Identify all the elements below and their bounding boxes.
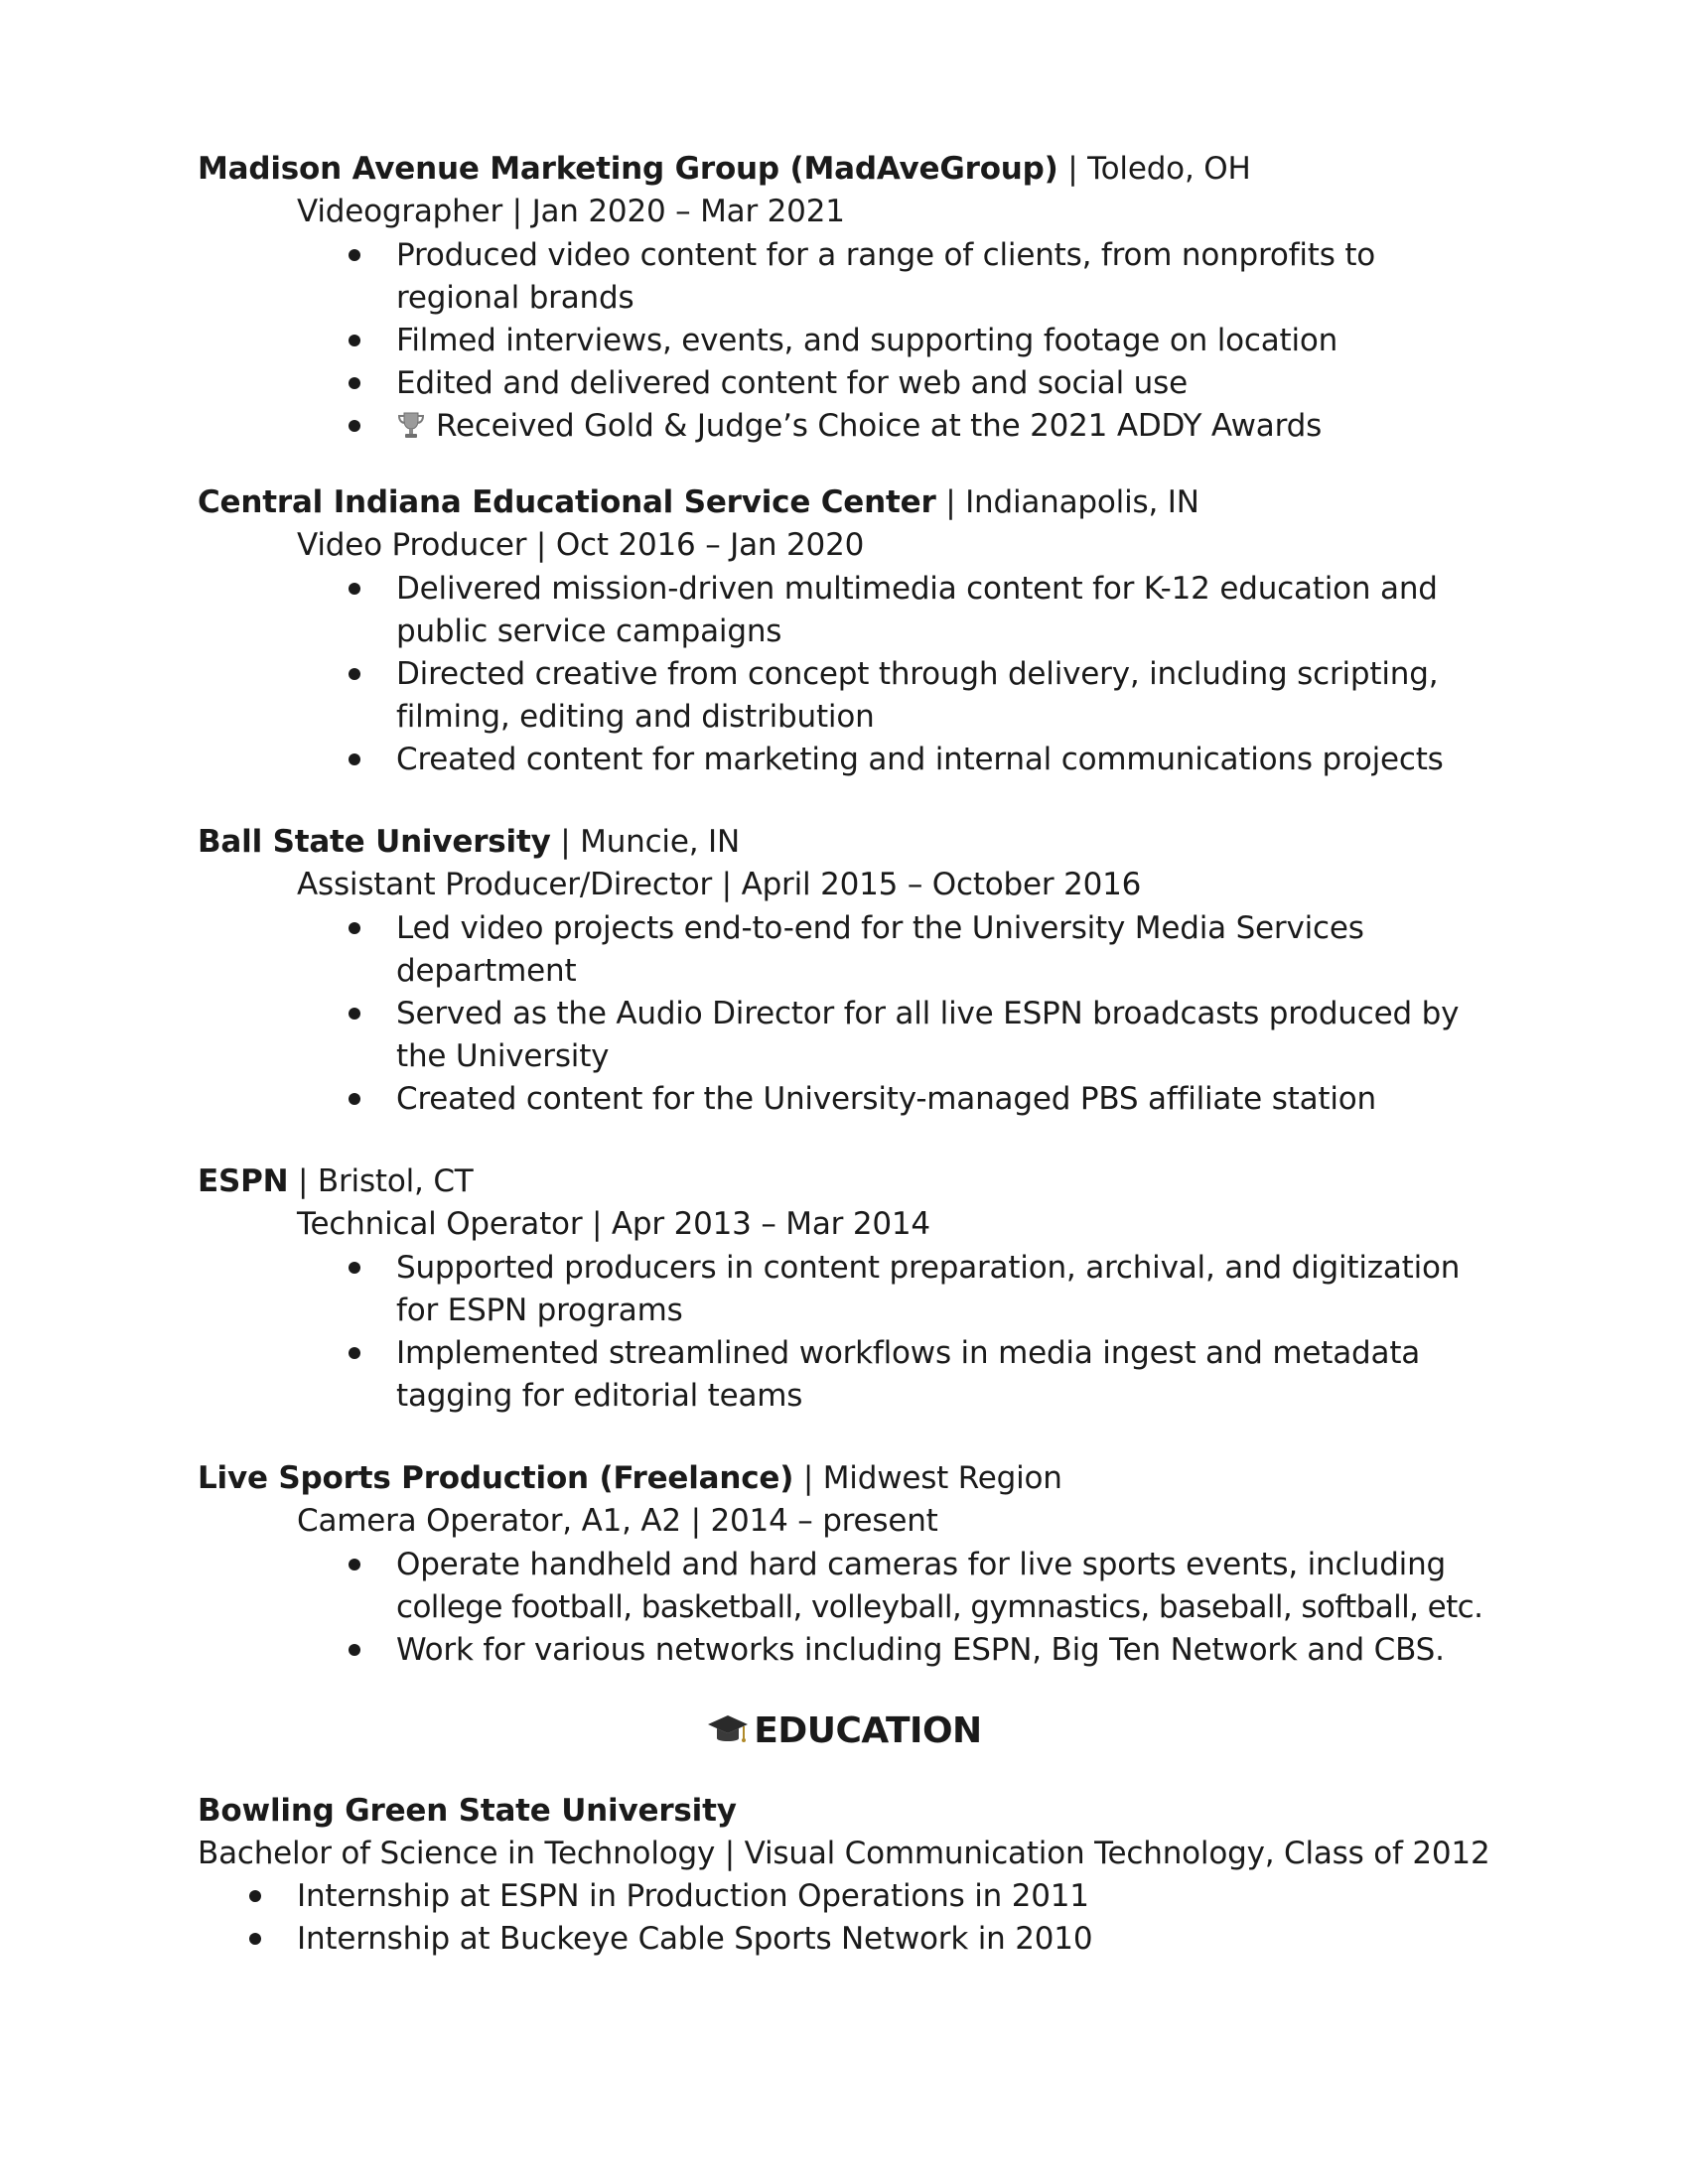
bullet-text: Produced video content for a range of clients, from nonprofits to bbox=[396, 237, 1376, 273]
company-location: | Muncie, IN bbox=[550, 824, 740, 860]
company-location: | Indianapolis, IN bbox=[935, 484, 1199, 520]
trophy-icon bbox=[396, 410, 426, 440]
bullet-text: the University bbox=[396, 1038, 610, 1074]
bullet-text: Served as the Audio Director for all live ESPN broadcasts produced by bbox=[396, 996, 1460, 1031]
company-location: | Bristol, CT bbox=[288, 1163, 474, 1199]
company-name: Central Indiana Educational Service Center bbox=[198, 484, 936, 520]
bullet-marker bbox=[349, 1544, 360, 1586]
bullet-text: Filmed interviews, events, and supporting footage on location bbox=[396, 323, 1338, 358]
company-name: Live Sports Production (Freelance) bbox=[198, 1460, 794, 1496]
company-location: | Midwest Region bbox=[793, 1460, 1062, 1496]
company-name: Ball State University bbox=[198, 824, 551, 860]
bullet-marker bbox=[349, 1629, 360, 1672]
job-header bbox=[198, 481, 1199, 524]
bullet-text: Received Gold & Judge’s Choice at the 2021 ADDY Awards bbox=[436, 408, 1323, 444]
job-role: Assistant Producer/Director | April 2015 – October 2016 bbox=[297, 867, 1142, 902]
job-header bbox=[198, 1457, 1062, 1500]
job-header bbox=[198, 1160, 474, 1203]
company-location: | Toledo, OH bbox=[1057, 151, 1251, 187]
bullet-marker bbox=[349, 405, 360, 448]
bullet-text: Created content for marketing and internal communications projects bbox=[396, 742, 1444, 777]
bullet-text: for ESPN programs bbox=[396, 1293, 683, 1328]
bullet-text: Created content for the University-managed PBS affiliate station bbox=[396, 1081, 1376, 1117]
job-role: Video Producer | Oct 2016 – Jan 2020 bbox=[297, 527, 865, 563]
bullet-text: Operate handheld and hard cameras for live sports events, including bbox=[396, 1547, 1447, 1582]
bullet-text: regional brands bbox=[396, 280, 634, 316]
job-role: Videographer | Jan 2020 – Mar 2021 bbox=[297, 194, 845, 229]
bullet-text: college football, basketball, volleyball, gymnastics, baseball, softball, etc. bbox=[396, 1589, 1483, 1625]
bullet-marker bbox=[349, 653, 360, 696]
job-header bbox=[198, 148, 1251, 191]
bullet-text: Led video projects end-to-end for the University Media Services bbox=[396, 910, 1364, 946]
bullet-marker bbox=[249, 1918, 261, 1961]
school-name: Bowling Green State University bbox=[198, 1793, 737, 1829]
bullet-marker bbox=[349, 1078, 360, 1121]
bullet-text: Supported producers in content preparation, archival, and digitization bbox=[396, 1250, 1461, 1286]
bullet-marker bbox=[349, 1332, 360, 1375]
section-heading-education bbox=[0, 1707, 1688, 1755]
bullet-marker bbox=[349, 739, 360, 781]
graduation-cap-icon bbox=[706, 1709, 750, 1749]
bullet-text: Internship at Buckeye Cable Sports Network in 2010 bbox=[297, 1921, 1093, 1957]
bullet-text: public service campaigns bbox=[396, 614, 782, 649]
degree: Bachelor of Science in Technology | Visual Communication Technology, Class of 2012 bbox=[198, 1836, 1490, 1871]
bullet-marker bbox=[349, 907, 360, 950]
bullet-marker bbox=[349, 362, 360, 405]
bullet-marker bbox=[349, 1247, 360, 1290]
job-header bbox=[198, 821, 740, 864]
company-name: Madison Avenue Marketing Group (MadAveGroup) bbox=[198, 151, 1058, 187]
company-name: ESPN bbox=[198, 1163, 289, 1199]
bullet-marker bbox=[349, 568, 360, 611]
bullet-text: department bbox=[396, 953, 577, 989]
heading-text: EDUCATION bbox=[754, 1710, 982, 1751]
bullet-text: Implemented streamlined workflows in media ingest and metadata bbox=[396, 1335, 1421, 1371]
bullet-text: tagging for editorial teams bbox=[396, 1378, 803, 1414]
bullet-marker bbox=[349, 320, 360, 362]
bullet-marker bbox=[249, 1875, 261, 1918]
award-bullet bbox=[396, 405, 1322, 448]
bullet-text: filming, editing and distribution bbox=[396, 699, 875, 735]
bullet-text: Edited and delivered content for web and social use bbox=[396, 365, 1188, 401]
job-role: Technical Operator | Apr 2013 – Mar 2014 bbox=[297, 1206, 930, 1242]
job-role: Camera Operator, A1, A2 | 2014 – present bbox=[297, 1503, 938, 1539]
bullet-marker bbox=[349, 993, 360, 1035]
bullet-marker bbox=[349, 234, 360, 277]
bullet-text: Directed creative from concept through delivery, including scripting, bbox=[396, 656, 1439, 692]
bullet-text: Delivered mission-driven multimedia content for K-12 education and bbox=[396, 571, 1438, 607]
bullet-text: Internship at ESPN in Production Operations in 2011 bbox=[297, 1878, 1089, 1914]
bullet-text: Work for various networks including ESPN, Big Ten Network and CBS. bbox=[396, 1632, 1445, 1668]
